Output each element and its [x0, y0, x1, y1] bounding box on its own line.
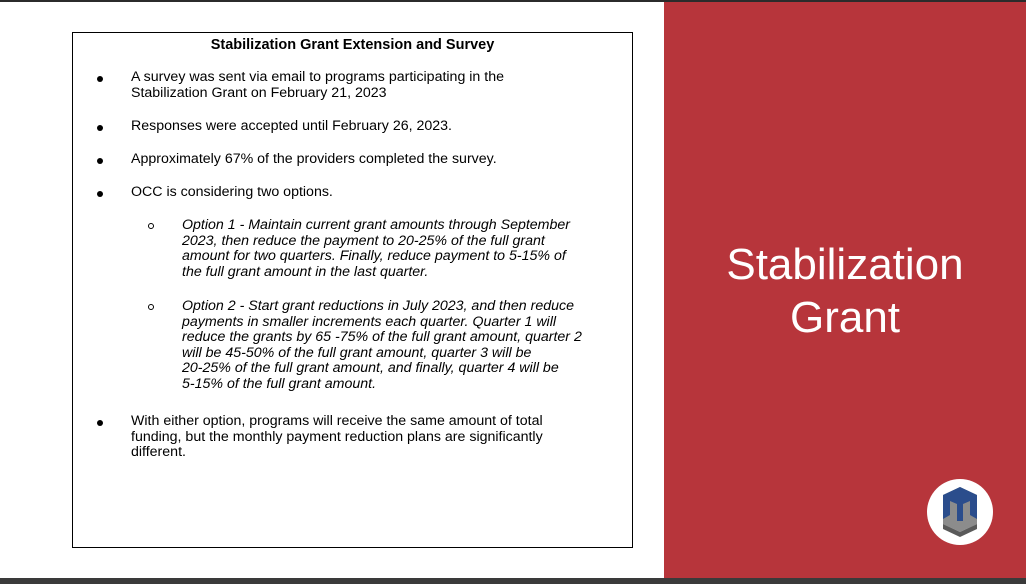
- bullet-dot: [97, 158, 103, 164]
- bullet-line: Responses were accepted until February 26, 2023.: [131, 118, 452, 134]
- option-line: will be 45-50% of the full grant amount, quarter 3 will be: [182, 344, 532, 361]
- option-line: the full grant amount in the last quarter.: [182, 263, 429, 280]
- bullet-item: [131, 152, 497, 168]
- bullet-item: [131, 70, 504, 101]
- panel-title-line: Stabilization: [726, 240, 964, 289]
- option-line: Option 1 - Maintain current grant amounts through September: [182, 217, 571, 233]
- option-item: [182, 299, 582, 392]
- bullet-item: [131, 185, 333, 201]
- option-line: 5-15% of the full grant amount.: [182, 375, 377, 392]
- sub-bullet-ring: [148, 223, 154, 229]
- bullet-dot: [97, 420, 103, 426]
- bullet-line: With either option, programs will receive the same amount of total: [131, 413, 543, 429]
- panel-title-line: Grant: [789, 293, 901, 342]
- bullet-line: A survey was sent via email to programs participating in the: [131, 69, 504, 85]
- bullet-dot: [97, 191, 103, 197]
- option-line: 20-25% of the full grant amount, and finally, quarter 4 will be: [182, 360, 559, 376]
- bullet-item: [131, 119, 452, 135]
- bottom-bar: [0, 578, 1026, 584]
- option-line: reduce the grants by 65 -75% of the full grant amount, quarter 2: [182, 329, 582, 345]
- option-line: 2023, then reduce the payment to 20-25% of the full grant: [182, 232, 545, 249]
- option-line: payments in smaller increments each quarter. Quarter 1 will: [182, 313, 557, 330]
- bullet-dot: [97, 125, 103, 131]
- bullet-line: OCC is considering two options.: [131, 184, 333, 200]
- bullet-line: funding, but the monthly payment reduction plans are significantly: [131, 428, 543, 445]
- content-box: [72, 32, 633, 548]
- bullet-dot: [97, 76, 103, 82]
- option-item: [182, 218, 570, 280]
- panel-title: [664, 238, 1026, 344]
- organization-logo-icon: [927, 479, 993, 545]
- option-line: Option 2 - Start grant reductions in July 2023, and then reduce: [182, 298, 574, 314]
- bullet-line: Stabilization Grant on February 21, 2023: [131, 84, 387, 101]
- logo-mark-icon: [927, 479, 993, 545]
- option-line: amount for two quarters. Finally, reduce payment to 5-15% of: [182, 248, 566, 264]
- red-title-panel: [664, 2, 1026, 578]
- sub-bullet-ring: [148, 304, 154, 310]
- bullet-line: Approximately 67% of the providers completed the survey.: [131, 151, 497, 167]
- box-title: Stabilization Grant Extension and Survey: [210, 37, 495, 53]
- bullet-line: different.: [131, 444, 186, 460]
- bullet-item: [131, 414, 543, 461]
